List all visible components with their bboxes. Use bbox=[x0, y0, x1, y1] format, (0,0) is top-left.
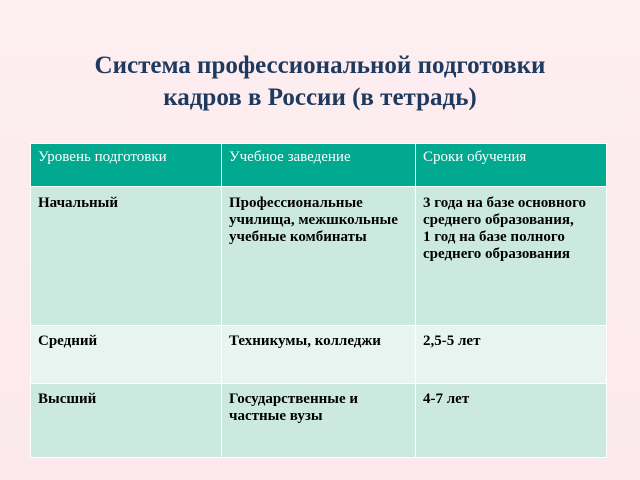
cell-institution: Государственные и частные вузы bbox=[222, 384, 416, 458]
header-institution: Учебное заведение bbox=[222, 144, 416, 187]
cell-level: Начальный bbox=[31, 187, 222, 326]
table-row bbox=[31, 384, 607, 458]
cell-duration: 4-7 лет bbox=[416, 384, 607, 458]
cell-level: Высший bbox=[31, 384, 222, 458]
cell-level: Средний bbox=[31, 326, 222, 384]
page-title bbox=[20, 50, 620, 114]
training-levels-table bbox=[30, 143, 607, 458]
table-row bbox=[31, 187, 607, 326]
title-line-2: кадров в России (в тетрадь) bbox=[163, 84, 477, 111]
header-duration: Сроки обучения bbox=[416, 144, 607, 187]
cell-institution: Профессиональные училища, межшкольные учебные комбинаты bbox=[222, 187, 416, 326]
table-header-row bbox=[31, 144, 607, 187]
table-row bbox=[31, 326, 607, 384]
title-line-1: Система профессиональной подготовки bbox=[94, 52, 546, 79]
cell-institution: Техникумы, колледжи bbox=[222, 326, 416, 384]
cell-duration: 3 года на базе основного среднего образования, 1 год на базе полного среднего образования bbox=[416, 187, 607, 326]
cell-duration: 2,5-5 лет bbox=[416, 326, 607, 384]
header-level: Уровень подготовки bbox=[31, 144, 222, 187]
